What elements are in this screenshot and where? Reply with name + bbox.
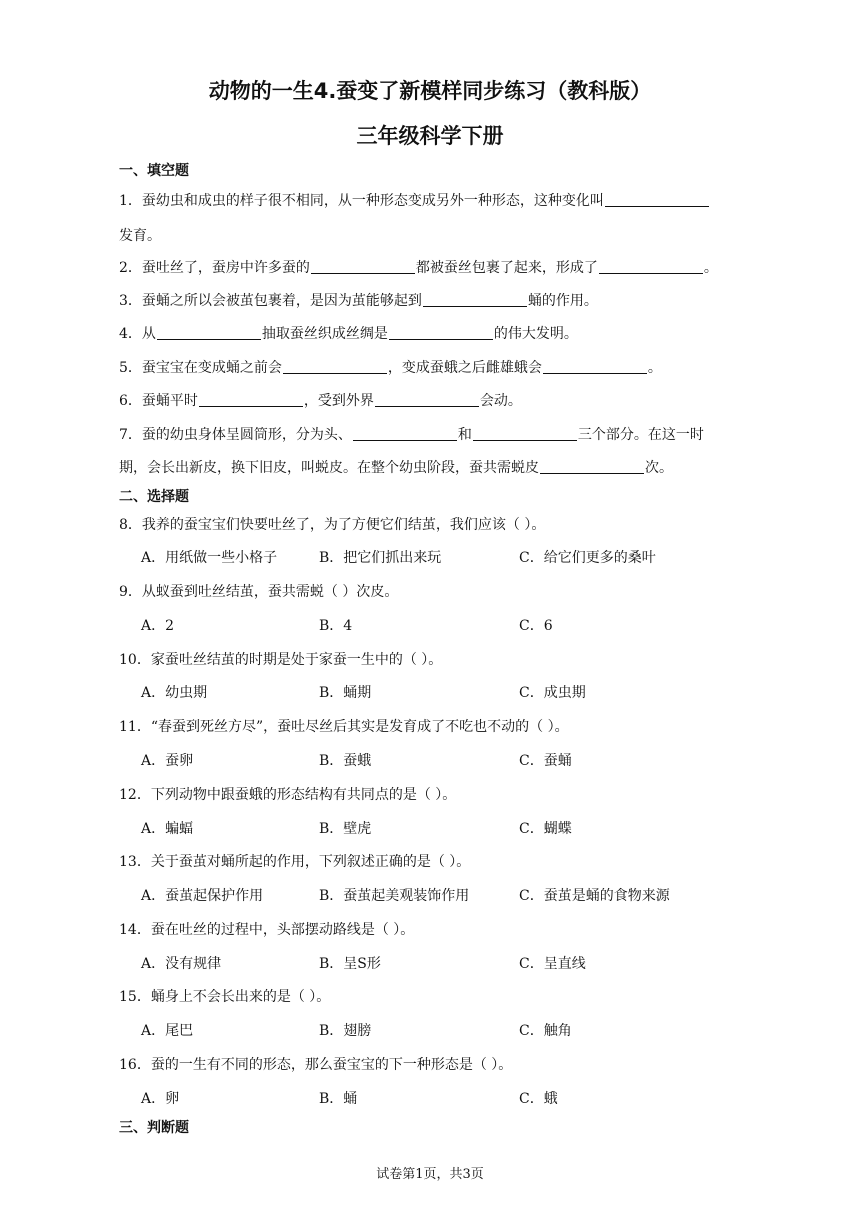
option-c[interactable]: C．蚕蛹 — [519, 753, 572, 769]
question-12: 12．下列动物中跟蚕蛾的形态结构有共同点的是（ ）。 — [119, 787, 457, 803]
question-3: 3．蚕蛹之所以会被茧包裹着，是因为茧能够起到 蛹的作用。 — [119, 293, 598, 309]
option-a[interactable]: A．没有规律 — [141, 956, 222, 972]
option-c[interactable]: C．触角 — [519, 1023, 572, 1039]
option-a[interactable]: A．蝙蝠 — [141, 821, 194, 837]
option-b[interactable]: B．壁虎 — [319, 821, 372, 837]
option-b[interactable]: B．把它们抓出来玩 — [319, 550, 442, 566]
answer-blank[interactable] — [605, 192, 709, 207]
section-choice-heading: 二、选择题 — [119, 489, 189, 505]
option-a[interactable]: A．卵 — [141, 1091, 180, 1107]
question-2: 2．蚕吐丝了，蚕房中许多蚕的 都被蚕丝包裹了起来，形成了 。 — [119, 260, 718, 276]
option-b[interactable]: B．蚕蛾 — [319, 753, 372, 769]
option-b[interactable]: B．翅膀 — [319, 1023, 372, 1039]
option-c[interactable]: C．蛾 — [519, 1091, 558, 1107]
question-7-line-1: 7．蚕的幼虫身体呈圆筒形，分为头、 和 三个部分。在这一时 — [119, 427, 704, 443]
answer-blank[interactable] — [157, 325, 261, 340]
question-9: 9．从蚁蚕到吐丝结茧，蚕共需蜕（ ）次皮。 — [119, 584, 399, 600]
option-c[interactable]: C．给它们更多的桑叶 — [519, 550, 656, 566]
question-4: 4．从 抽取蚕丝织成丝绸是 的伟大发明。 — [119, 326, 578, 342]
question-11: 11．“春蚕到死丝方尽”，蚕吐尽丝后其实是发育成了不吃也不动的（ ）。 — [119, 719, 569, 735]
option-c[interactable]: C．呈直线 — [519, 956, 586, 972]
page-subtitle: 三年级科学下册 — [356, 124, 504, 148]
option-b[interactable]: B．呈S形 — [319, 956, 381, 972]
option-c[interactable]: C．蝴蝶 — [519, 821, 572, 837]
section-fill-heading: 一、填空题 — [119, 163, 189, 179]
answer-blank[interactable] — [375, 392, 479, 407]
question-10: 10．家蚕吐丝结茧的时期是处于家蚕一生中的（ ）。 — [119, 652, 443, 668]
answer-blank[interactable] — [540, 459, 644, 474]
page-title: 动物的一生4.蚕变了新模样同步练习（教科版） — [208, 79, 652, 103]
answer-blank[interactable] — [423, 292, 527, 307]
answer-blank[interactable] — [283, 359, 387, 374]
option-b[interactable]: B．蛹 — [319, 1091, 358, 1107]
option-c[interactable]: C．成虫期 — [519, 685, 586, 701]
option-b[interactable]: B．蛹期 — [319, 685, 372, 701]
answer-blank[interactable] — [353, 426, 457, 441]
question-6: 6．蚕蛹平时 ，受到外界 会动。 — [119, 393, 522, 409]
option-a[interactable]: A．蚕茧起保护作用 — [141, 888, 264, 904]
question-8: 8．我养的蚕宝宝们快要吐丝了，为了方便它们结茧，我们应该（ ）。 — [119, 517, 546, 533]
question-1-line-2: 发育。 — [119, 228, 161, 244]
option-a[interactable]: A．幼虫期 — [141, 685, 208, 701]
question-14: 14．蚕在吐丝的过程中，头部摆动路线是（ ）。 — [119, 922, 415, 938]
answer-blank[interactable] — [473, 426, 577, 441]
question-15: 15．蛹身上不会长出来的是（ ）。 — [119, 989, 331, 1005]
question-16: 16．蚕的一生有不同的形态，那么蚕宝宝的下一种形态是（ ）。 — [119, 1057, 513, 1073]
question-5: 5．蚕宝宝在变成蛹之前会 ，变成蚕蛾之后雌雄蛾会 。 — [119, 360, 662, 376]
question-7-line-2: 期，会长出新皮，换下旧皮，叫蜕皮。在整个幼虫阶段，蚕共需蜕皮 次。 — [119, 460, 673, 476]
answer-blank[interactable] — [199, 392, 303, 407]
option-b[interactable]: B．4 — [319, 618, 353, 634]
answer-blank[interactable] — [599, 259, 703, 274]
option-c[interactable]: C．蚕茧是蛹的食物来源 — [519, 888, 670, 904]
option-a[interactable]: A．尾巴 — [141, 1023, 194, 1039]
answer-blank[interactable] — [389, 325, 493, 340]
option-c[interactable]: C．6 — [519, 618, 553, 634]
answer-blank[interactable] — [543, 359, 647, 374]
page-footer: 试卷第1页，共3页 — [376, 1167, 484, 1182]
option-a[interactable]: A．蚕卵 — [141, 753, 194, 769]
answer-blank[interactable] — [311, 259, 415, 274]
question-13: 13．关于蚕茧对蛹所起的作用，下列叙述正确的是（ ）。 — [119, 854, 471, 870]
option-a[interactable]: A．用纸做一些小格子 — [141, 550, 278, 566]
question-1-line-1: 1．蚕幼虫和成虫的样子很不相同，从一种形态变成另外一种形态，这种变化叫 — [119, 190, 710, 210]
section-judge-heading: 三、判断题 — [119, 1120, 189, 1136]
option-a[interactable]: A．2 — [141, 618, 175, 634]
option-b[interactable]: B．蚕茧起美观装饰作用 — [319, 888, 470, 904]
